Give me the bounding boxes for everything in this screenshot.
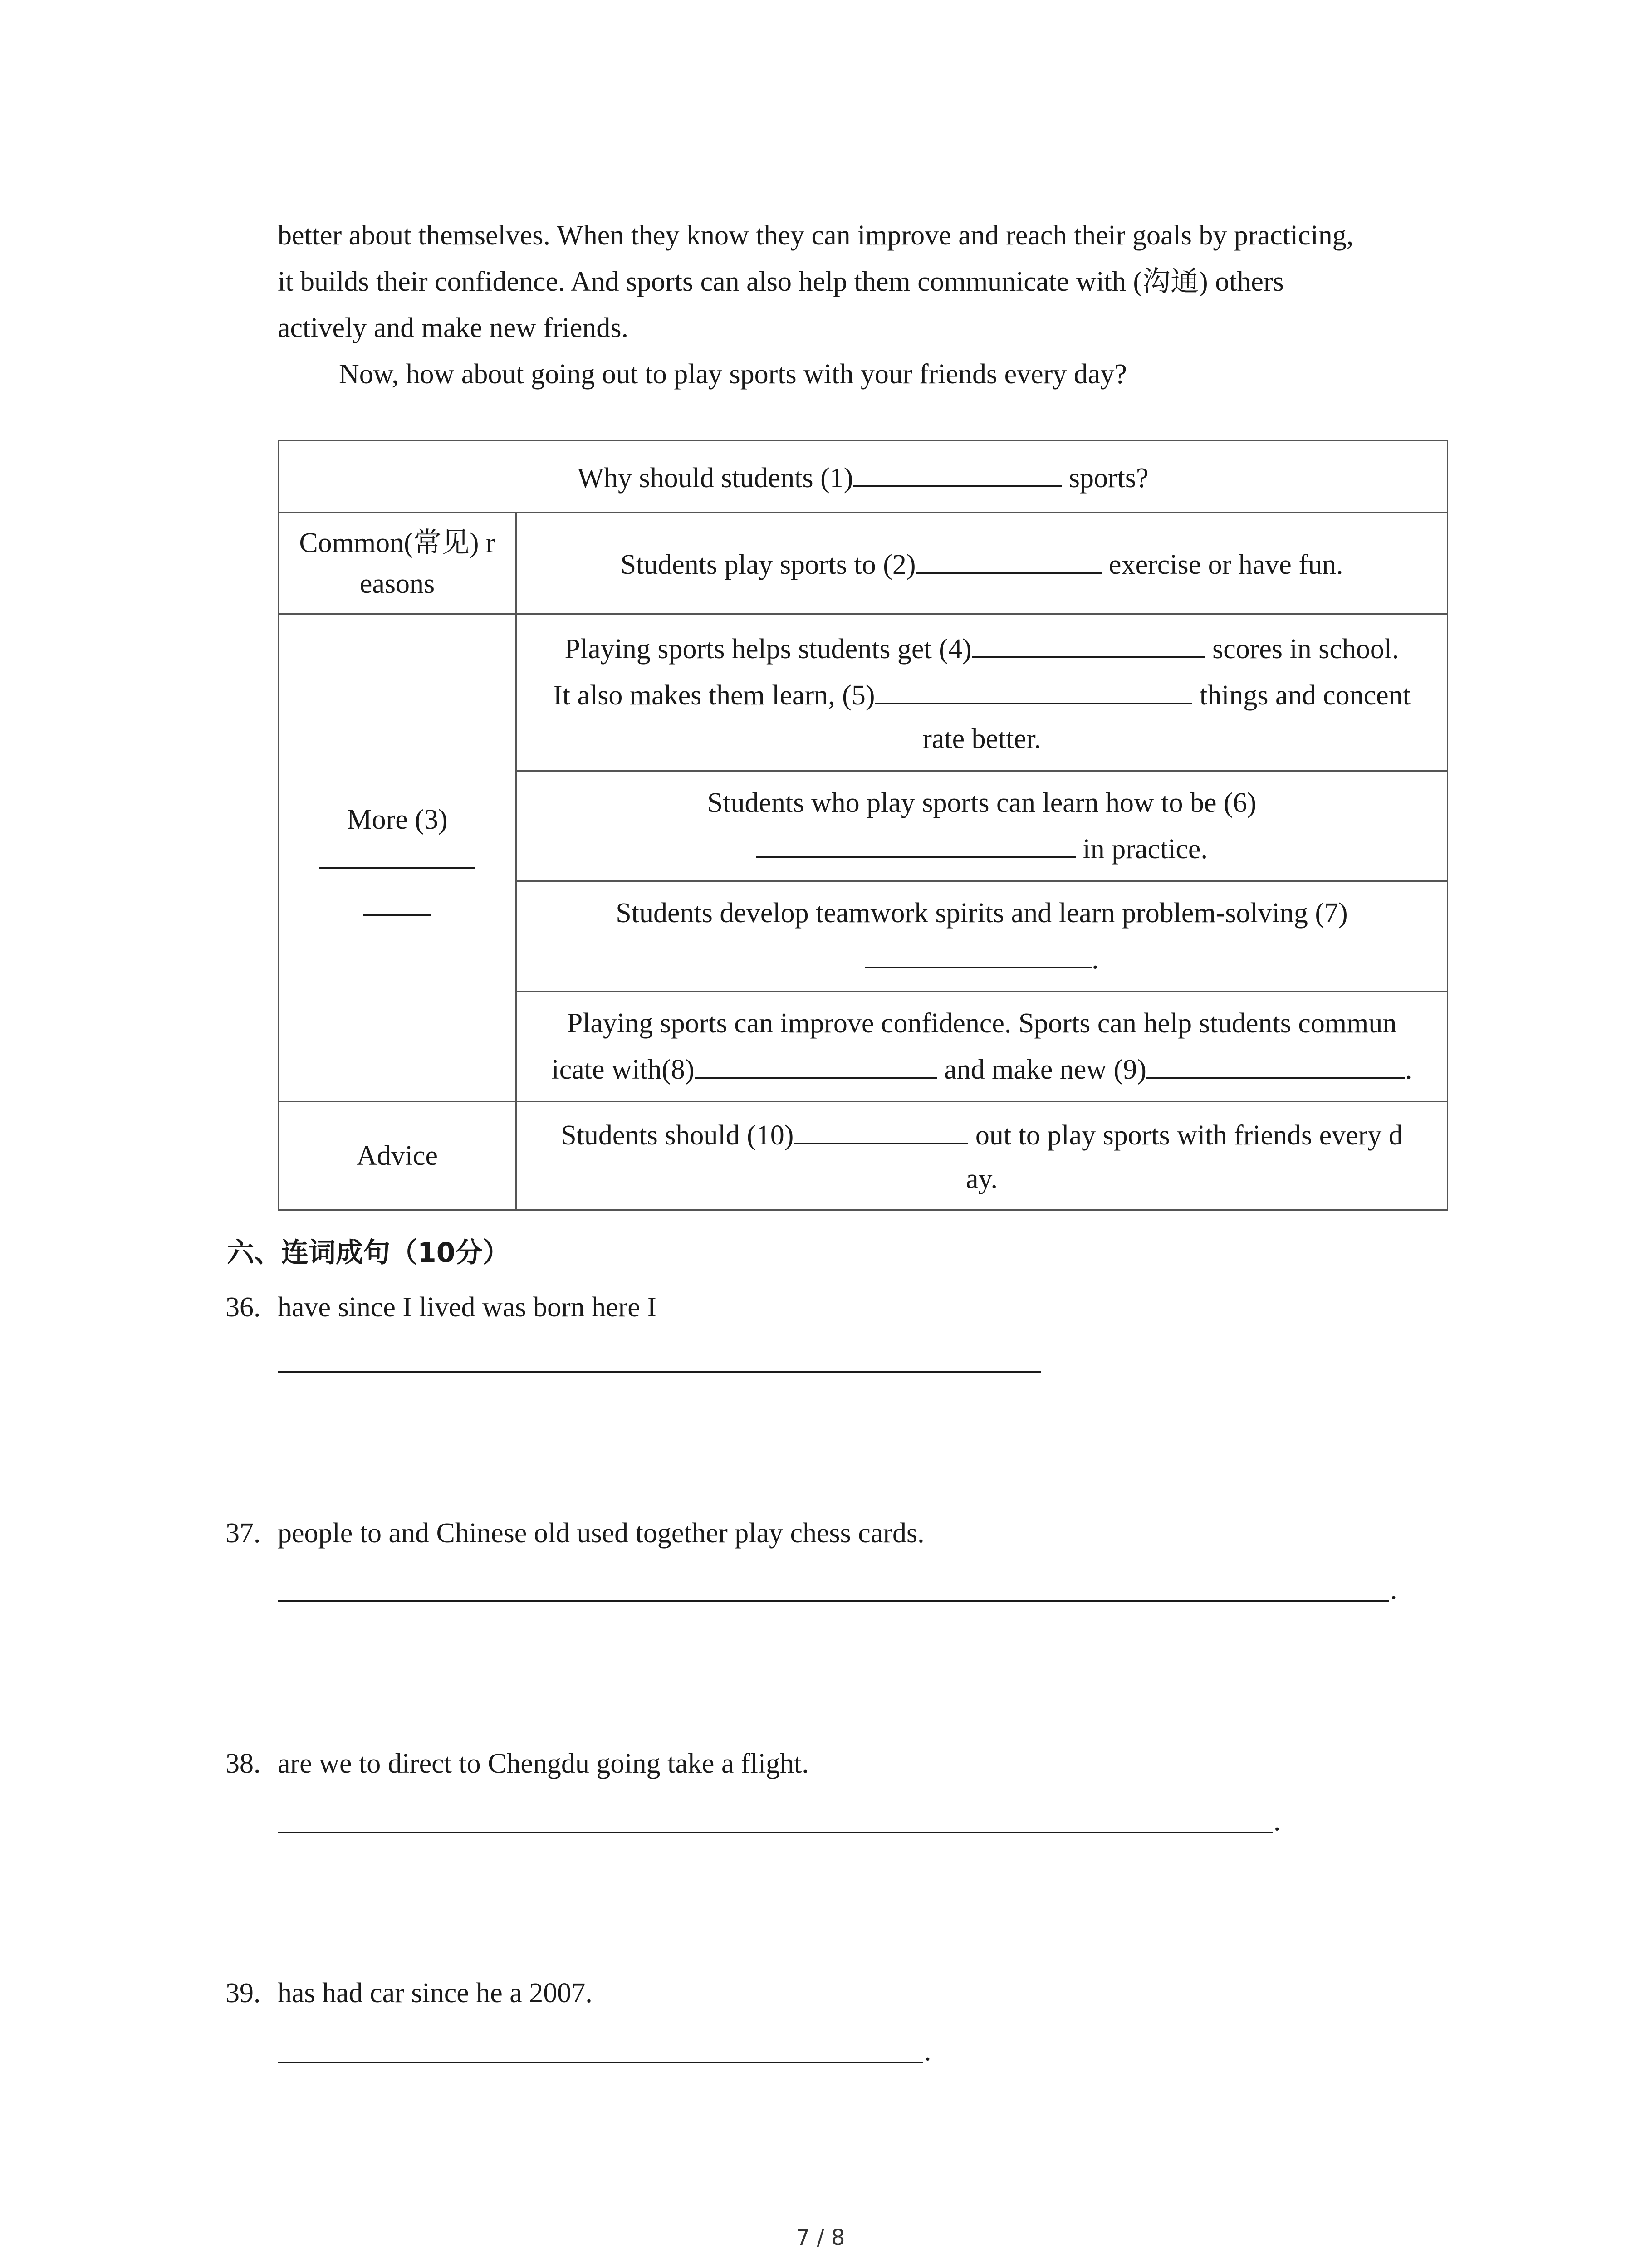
answer-line[interactable] <box>278 1832 1273 1833</box>
question-item <box>225 1289 656 1325</box>
question-number: 39. <box>225 1978 261 2009</box>
reason-cell: Playing sports helps students get (4) scores in school. It also makes them learn, (5) things and concent rate better. <box>516 614 1448 771</box>
answer-period: . <box>1390 1574 1397 1605</box>
answer-line[interactable] <box>278 1600 1389 1602</box>
table-row <box>279 614 1448 771</box>
table-row <box>279 441 1448 513</box>
blank-10[interactable] <box>794 1111 968 1144</box>
question-item <box>225 1515 925 1551</box>
table-row <box>279 513 1448 614</box>
passage-closing: Now, how about going out to play sports with your friends every day? <box>339 359 1127 390</box>
question-words: have since I lived was born here I <box>278 1292 656 1323</box>
reason-cell: Students who play sports can learn how to be (6) in practice. <box>516 771 1448 881</box>
question-item <box>225 1975 593 2011</box>
title-text: sports? <box>1068 463 1149 494</box>
more-reasons-label: More (3) <box>279 614 516 1102</box>
page-number: 7 / 8 <box>796 2225 845 2250</box>
fill-in-table <box>278 440 1448 1211</box>
question-number: 37. <box>225 1518 261 1549</box>
question-words: are we to direct to Chengdu going take a flight. <box>278 1748 809 1779</box>
advice-cell: Students should (10) out to play sports with friends every d ay. <box>516 1102 1448 1210</box>
reason-cell: Playing sports can improve confidence. Sports can help students commun icate with(8) and make new (9) . <box>516 992 1448 1102</box>
reading-passage <box>278 212 1457 397</box>
blank-9[interactable] <box>1146 1045 1405 1079</box>
question-words: people to and Chinese old used together play chess cards. <box>278 1518 925 1549</box>
blank-3a[interactable] <box>319 854 475 869</box>
blank-8[interactable] <box>695 1045 937 1079</box>
answer-period: . <box>1274 1806 1281 1837</box>
question-item <box>225 1745 809 1782</box>
blank-7[interactable] <box>865 935 1092 968</box>
blank-3b[interactable] <box>363 901 431 916</box>
common-reasons-cell: Students play sports to (2) exercise or have fun. <box>516 513 1448 614</box>
question-number: 38. <box>225 1748 261 1779</box>
table-row <box>279 1102 1448 1210</box>
reason-cell: Students develop teamwork spirits and learn problem-solving (7) . <box>516 881 1448 992</box>
advice-label: Advice <box>279 1102 516 1210</box>
answer-line[interactable] <box>278 1371 1041 1373</box>
passage-line: actively and make new friends. <box>278 313 628 343</box>
common-reasons-label: Common(常见) r easons <box>279 513 516 614</box>
blank-4[interactable] <box>972 625 1205 658</box>
question-words: has had car since he a 2007. <box>278 1978 593 2009</box>
passage-line: it builds their confidence. And sports can also help them communicate with (沟通) others <box>278 266 1284 297</box>
table-title-cell <box>279 441 1448 513</box>
answer-period: . <box>924 2036 931 2067</box>
passage-line: better about themselves. When they know they can improve and reach their goals by practicing, <box>278 220 1354 251</box>
section-heading: 六、连词成句（10分） <box>227 1237 510 1269</box>
title-text: Why should students (1) <box>577 463 853 494</box>
blank-2[interactable] <box>916 540 1102 574</box>
blank-5[interactable] <box>875 671 1192 704</box>
question-number: 36. <box>225 1292 261 1323</box>
answer-line[interactable] <box>278 2062 923 2063</box>
blank-6[interactable] <box>756 825 1076 858</box>
blank-1[interactable] <box>853 454 1062 487</box>
